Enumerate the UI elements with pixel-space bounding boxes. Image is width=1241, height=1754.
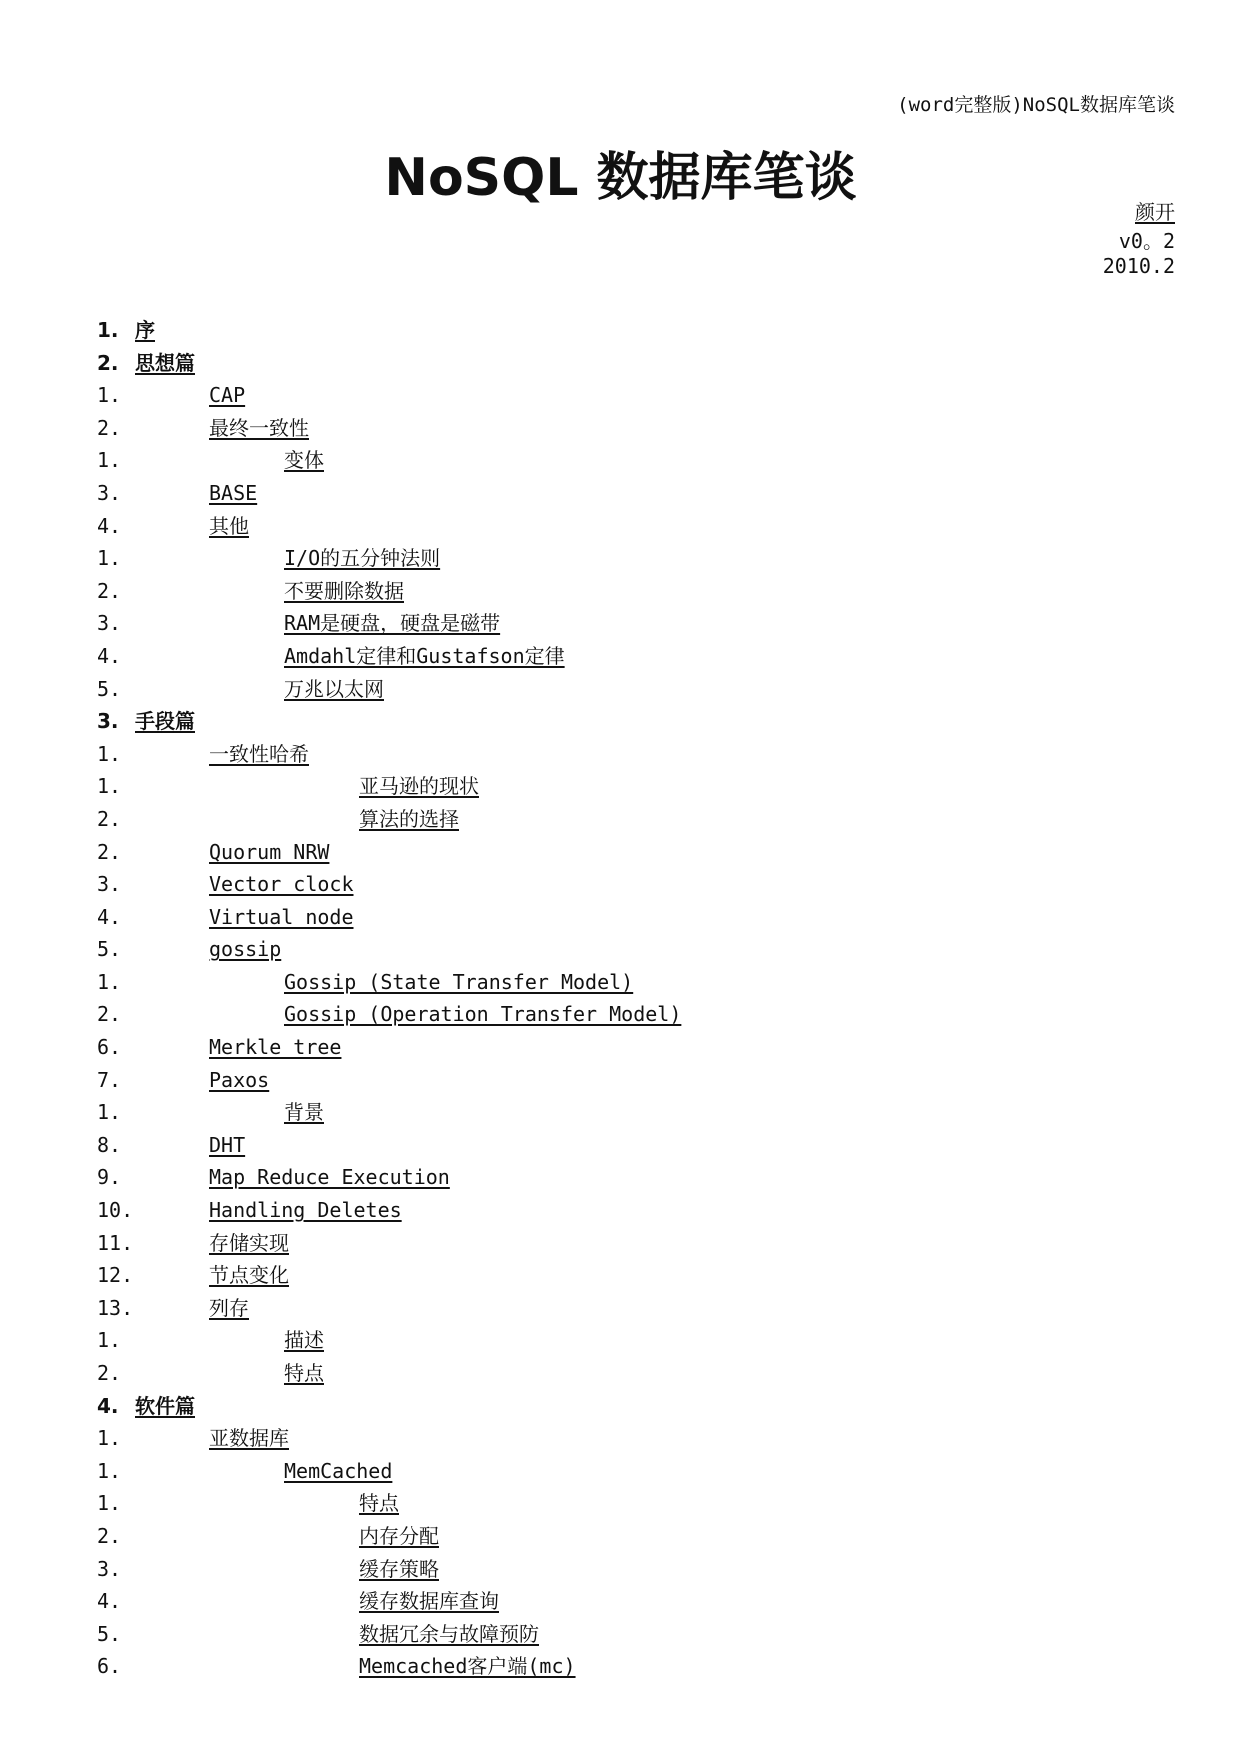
toc-entry	[97, 379, 1175, 412]
document-title: NoSQL 数据库笔谈	[384, 148, 857, 208]
toc-entry-link[interactable]: 最终一致性	[209, 415, 309, 440]
toc-entry	[97, 1487, 1175, 1520]
toc-entry-link[interactable]: I/O的五分钟法则	[284, 546, 441, 571]
toc-entry-number: 2.	[97, 1523, 122, 1548]
toc-entry-number: 1.	[97, 448, 122, 473]
toc-entry-number: 4.	[97, 904, 122, 929]
toc-entry-number: 2.	[97, 839, 122, 864]
toc-entry	[97, 1129, 1175, 1162]
toc-entry	[97, 836, 1175, 869]
toc-entry-link[interactable]: Memcached客户端(mc)	[359, 1654, 576, 1679]
toc-entry-link[interactable]: 万兆以太网	[284, 676, 384, 701]
toc-entry-number: 1.	[97, 1491, 122, 1516]
running-header: (word完整版)NoSQL数据库笔谈	[897, 94, 1175, 116]
toc-entry-number: 1.	[97, 1100, 122, 1125]
toc-entry-link[interactable]: Gossip (Operation Transfer Model)	[284, 1002, 682, 1027]
toc-entry-number: 4.	[97, 1589, 122, 1614]
toc-entry-link[interactable]: 其他	[209, 513, 249, 538]
toc-entry-link[interactable]: 存储实现	[209, 1230, 289, 1255]
toc-entry-number: 3.	[97, 611, 122, 636]
toc-entry	[97, 803, 1175, 836]
toc-entry	[97, 1324, 1175, 1357]
toc-entry	[97, 542, 1175, 575]
toc-entry-number: 6.	[97, 1654, 122, 1679]
toc-entry	[97, 966, 1175, 999]
toc-entry	[97, 1031, 1175, 1064]
toc-entry-number: 2.	[97, 578, 122, 603]
toc-entry-link[interactable]: 描述	[284, 1328, 324, 1353]
date-label: 2010.2	[1102, 254, 1175, 278]
toc-entry-number: 2.	[97, 350, 119, 375]
toc-entry-number: 2.	[97, 415, 122, 440]
toc-entry	[97, 1553, 1175, 1586]
toc-entry-link[interactable]: 节点变化	[209, 1263, 289, 1288]
toc-entry-link[interactable]: DHT	[209, 1132, 246, 1157]
toc-entry-link[interactable]: 亚数据库	[209, 1426, 289, 1451]
toc-entry	[97, 998, 1175, 1031]
toc-entry	[97, 933, 1175, 966]
toc-entry-link[interactable]: 列存	[209, 1295, 249, 1320]
toc-entry-number: 1.	[97, 383, 122, 408]
toc-entry-number: 1.	[97, 774, 122, 799]
toc-entry-link[interactable]: MemCached	[284, 1458, 393, 1483]
toc-entry-link[interactable]: Paxos	[209, 1067, 270, 1092]
toc-entry	[97, 412, 1175, 445]
toc-entry	[97, 868, 1175, 901]
toc-entry	[97, 314, 1175, 347]
toc-entry-link[interactable]: 思想篇	[135, 350, 195, 375]
toc-entry	[97, 1455, 1175, 1488]
toc-entry-link[interactable]: 缓存策略	[359, 1556, 439, 1581]
toc-entry-link[interactable]: 背景	[284, 1100, 324, 1125]
toc-entry-number: 4.	[97, 513, 122, 538]
toc-entry	[97, 901, 1175, 934]
toc-entry-link[interactable]: Vector clock	[209, 872, 354, 897]
toc-entry	[97, 1618, 1175, 1651]
toc-entry	[97, 444, 1175, 477]
toc-entry	[97, 673, 1175, 706]
toc-entry-number: 5.	[97, 676, 122, 701]
toc-entry	[97, 1422, 1175, 1455]
toc-entry	[97, 1650, 1175, 1683]
toc-entry-link[interactable]: 变体	[284, 448, 324, 473]
toc-entry-number: 13.	[97, 1295, 134, 1320]
toc-entry-link[interactable]: Quorum NRW	[209, 839, 330, 864]
toc-entry	[97, 1096, 1175, 1129]
toc-entry-link[interactable]: Merkle tree	[209, 1035, 342, 1060]
toc-entry-number: 9.	[97, 1165, 122, 1190]
toc-entry-link[interactable]: Handling Deletes	[209, 1198, 402, 1223]
version-label: v0。2	[1118, 229, 1175, 253]
toc-entry	[97, 575, 1175, 608]
toc-entry-link[interactable]: 序	[135, 318, 155, 342]
toc-entry-link[interactable]: 一致性哈希	[209, 741, 309, 766]
toc-entry	[97, 607, 1175, 640]
toc-entry	[97, 477, 1175, 510]
toc-entry-number: 2.	[97, 1361, 122, 1385]
toc-entry	[97, 1161, 1175, 1194]
toc-entry-link[interactable]: gossip	[209, 937, 282, 962]
toc-entry-number: 11.	[97, 1230, 134, 1255]
toc-entry	[97, 770, 1175, 803]
toc-entry-number: 2.	[97, 1002, 122, 1027]
toc-entry-link[interactable]: 内存分配	[359, 1523, 439, 1548]
toc-entry	[97, 738, 1175, 771]
toc-entry-link[interactable]: 亚马逊的现状	[359, 774, 479, 799]
toc-entry-link[interactable]: 特点	[359, 1491, 399, 1516]
toc-entry-number: 7.	[97, 1067, 122, 1092]
toc-entry	[97, 1390, 1175, 1423]
toc-entry	[97, 1292, 1175, 1325]
toc-entry-number: 1.	[97, 969, 122, 994]
toc-entry-number: 1.	[97, 546, 122, 571]
toc-entry-number: 3.	[97, 480, 122, 505]
toc-entry-number: 1.	[97, 1328, 122, 1353]
toc-entry-link[interactable]: BASE	[209, 480, 258, 505]
toc-entry-number: 1.	[97, 318, 119, 342]
toc-entry	[97, 1194, 1175, 1227]
toc-entry-link[interactable]: 数据冗余与故障预防	[359, 1621, 539, 1646]
toc-entry-number: 8.	[97, 1132, 122, 1157]
toc-entry-number: 3.	[97, 709, 119, 734]
toc-entry	[97, 640, 1175, 673]
toc-entry	[97, 705, 1175, 738]
toc-entry-number: 2.	[97, 806, 122, 831]
toc-entry-link[interactable]: 软件篇	[135, 1393, 195, 1418]
toc-entry	[97, 1227, 1175, 1260]
author-link[interactable]: 颜开	[1135, 200, 1175, 224]
toc-entry-link[interactable]: 特点	[284, 1361, 324, 1385]
toc-entry-number: 4.	[97, 1393, 119, 1418]
toc-entry-link[interactable]: 算法的选择	[359, 806, 459, 831]
toc-entry-link[interactable]: CAP	[209, 383, 246, 408]
toc-entry	[97, 1585, 1175, 1618]
toc-entry-link[interactable]: RAM是硬盘，硬盘是磁带	[284, 611, 501, 636]
toc-entry-link[interactable]: Amdahl定律和Gustafson定律	[284, 643, 565, 668]
toc-entry-number: 3.	[97, 872, 122, 897]
toc-entry-link[interactable]: 手段篇	[135, 709, 195, 734]
toc-entry-number: 1.	[97, 1458, 122, 1483]
toc-entry	[97, 1357, 1175, 1390]
toc-entry	[97, 1064, 1175, 1097]
toc-entry	[97, 510, 1175, 543]
toc-entry-link[interactable]: Virtual node	[209, 904, 354, 929]
toc-entry-number: 10.	[97, 1198, 134, 1223]
toc-entry-number: 12.	[97, 1263, 134, 1288]
toc-entry	[97, 347, 1175, 380]
toc-entry-number: 5.	[97, 937, 122, 962]
toc-entry-link[interactable]: 不要删除数据	[284, 578, 404, 603]
toc-entry-link[interactable]: Map Reduce Execution	[209, 1165, 450, 1190]
toc-entry	[97, 1520, 1175, 1553]
toc-entry-number: 1.	[97, 1426, 122, 1451]
toc-entry-number: 5.	[97, 1621, 122, 1646]
table-of-contents	[97, 314, 1175, 1683]
toc-entry-link[interactable]: 缓存数据库查询	[359, 1589, 499, 1614]
toc-entry-number: 6.	[97, 1035, 122, 1060]
toc-entry-number: 3.	[97, 1556, 122, 1581]
toc-entry-number: 4.	[97, 643, 122, 668]
toc-entry-link[interactable]: Gossip (State Transfer Model)	[284, 969, 634, 994]
toc-entry	[97, 1259, 1175, 1292]
toc-entry-number: 1.	[97, 741, 122, 766]
